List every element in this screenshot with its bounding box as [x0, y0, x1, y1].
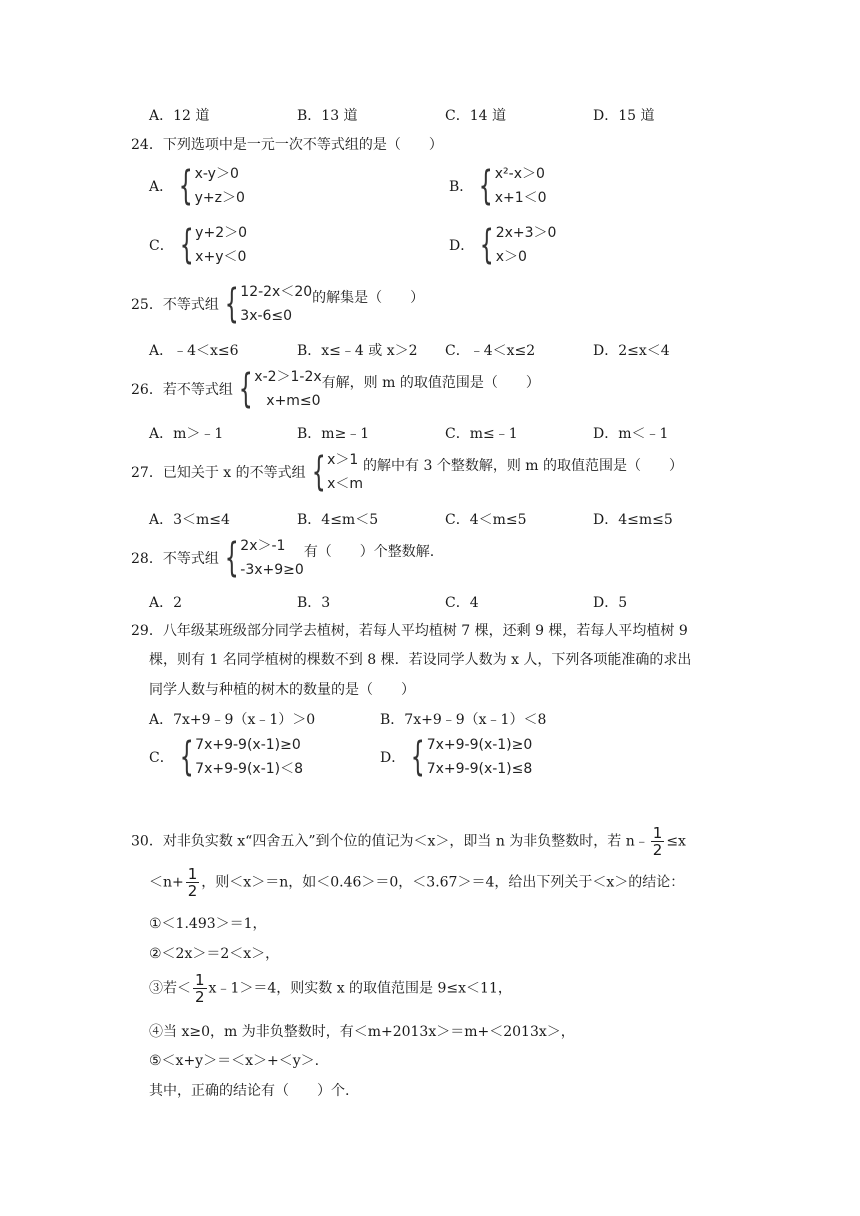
q29-option-b: B．7x+9﹣9（x﹣1）＜8: [380, 712, 547, 728]
fraction-one-half: [186, 866, 200, 899]
q24-option-d: [449, 221, 556, 269]
question-suffix: 的解中有 3 个整数解，则 m 的取值范围是（ ）: [363, 458, 683, 474]
inequality: x＞1: [327, 452, 359, 468]
fraction-denominator: 2: [187, 882, 198, 900]
q26-option-a: A．m＞﹣1: [149, 426, 224, 442]
inequality: x-y＞0: [194, 166, 239, 182]
option-label: A．: [149, 179, 174, 195]
inequality: x＞0: [495, 249, 527, 265]
q23-option-a: A．12 道: [149, 108, 210, 124]
q26-option-b: B．m≥﹣1: [297, 426, 370, 442]
inequality: 2x＞-1: [240, 538, 286, 554]
q26-stem: [131, 365, 540, 413]
q28-option-a: A．2: [149, 595, 183, 611]
q30-item-3: [149, 972, 512, 1005]
inequality-system: [240, 534, 304, 582]
q30-item-5: ⑤＜x+y＞＝＜x＞+＜y＞.: [149, 1053, 320, 1069]
q28-option-b: B．3: [297, 595, 331, 611]
q24-option-b: [449, 162, 547, 210]
q28-option-c: C．4: [445, 595, 479, 611]
left-brace: {: [311, 449, 326, 495]
q29-option-d: [380, 733, 532, 781]
q30-line-1-tail: ≤x: [666, 833, 686, 850]
inequality: x-2＞1-2x: [254, 369, 322, 385]
q30-line-2-tail: ，则＜x＞＝n，如＜0.46＞＝0，＜3.67＞＝4，给出下列关于＜x＞的结论：: [201, 874, 685, 891]
inequality: y+z＞0: [194, 190, 245, 206]
fraction-numerator: 1: [652, 824, 663, 842]
left-brace: {: [410, 734, 425, 780]
question-suffix: 有（ ）个整数解.: [303, 544, 435, 560]
q26-option-c: C．m≤﹣1: [445, 426, 518, 442]
left-brace: {: [178, 163, 193, 209]
inequality: 7x+9-9(x-1)≥0: [426, 737, 533, 753]
inequality: 3x-6≤0: [240, 308, 293, 324]
q30-line-2-head: ＜n+: [149, 874, 184, 891]
question-prefix: 27．已知关于 x 的不等式组: [131, 465, 306, 481]
q27-option-c: C．4＜m≤5: [445, 512, 527, 528]
question-prefix: 26．若不等式组: [131, 382, 233, 398]
question-suffix: 有解，则 m 的取值范围是（ ）: [321, 375, 540, 391]
question-prefix: 28．不等式组: [131, 551, 219, 567]
q25-stem: [131, 280, 424, 328]
q29-line-1: 29．八年级某班级部分同学去植树，若每人平均植树 7 棵，还剩 9 棵，若每人平均植树 9: [131, 623, 688, 639]
q29-line-3: 同学人数与种植的树木的数量的是（ ）: [149, 682, 415, 698]
q23-option-c: C．14 道: [445, 108, 506, 124]
q24-option-a: [149, 162, 245, 210]
q30-item-4: ④当 x≥0，m 为非负整数时，有＜m+2013x＞＝m+＜2013x＞，: [149, 1024, 575, 1040]
inequality: x+m≤0: [266, 393, 321, 409]
q27-stem: [131, 448, 683, 496]
inequality: x+1＜0: [494, 190, 547, 206]
q25-option-a: A．﹣4＜x≤6: [149, 343, 239, 359]
q27-option-a: A．3＜m≤4: [149, 512, 230, 528]
left-brace: {: [479, 163, 494, 209]
fraction-numerator: 1: [187, 865, 198, 883]
option-label: D．: [380, 750, 406, 766]
left-brace: {: [224, 281, 239, 327]
inequality: x＜m: [327, 476, 364, 492]
inequality: -3x+9≥0: [240, 562, 304, 578]
inequality: 7x+9-9(x-1)≥0: [195, 737, 301, 753]
q23-option-d: D．15 道: [593, 108, 655, 124]
q27-option-b: B．4≤m＜5: [297, 512, 379, 528]
inequality: x²-x＞0: [494, 166, 545, 182]
left-brace: {: [479, 222, 494, 268]
q29-line-2: 棵，则有 1 名同学植树的棵数不到 8 棵．若设同学人数为 x 人，下列各项能准确的求出: [149, 652, 692, 668]
left-brace: {: [238, 366, 253, 412]
fraction-one-half: [193, 972, 207, 1005]
q30-conclusion: 其中，正确的结论有（ ）个.: [149, 1083, 350, 1099]
q25-option-b: B．x≤﹣4 或 x＞2: [297, 343, 418, 359]
q25-option-d: D．2≤x＜4: [593, 343, 670, 359]
question-prefix: 25．不等式组: [131, 297, 219, 313]
q24-option-c: [149, 221, 247, 269]
inequality: 12-2x＜20: [240, 284, 313, 300]
q27-option-d: D．4≤m≤5: [593, 512, 673, 528]
q24-stem: 24．下列选项中是一元一次不等式组的是（ ）: [131, 137, 443, 153]
q23-option-b: B．13 道: [297, 108, 358, 124]
left-brace: {: [224, 535, 239, 581]
inequality: 7x+9-9(x-1)＜8: [195, 761, 304, 777]
q30-line-2: [149, 866, 684, 899]
left-brace: {: [179, 734, 194, 780]
inequality: 2x+3＞0: [495, 225, 557, 241]
q29-option-c: [149, 733, 303, 781]
inequality-system: [427, 733, 533, 781]
inequality: y+2＞0: [195, 225, 248, 241]
q28-stem: [131, 534, 434, 582]
fraction-one-half: [651, 825, 665, 858]
option-label: B．: [449, 179, 474, 195]
q25-option-c: C．﹣4＜x≤2: [445, 343, 536, 359]
inequality: x+y＜0: [195, 249, 247, 265]
option-label: C．: [149, 750, 174, 766]
inequality-system: [195, 221, 247, 269]
q30-item-2: ②＜2x＞＝2＜x＞，: [149, 946, 280, 962]
q30-item-3-tail: x﹣1＞＝4，则实数 x 的取值范围是 9≤x＜11，: [208, 980, 512, 997]
inequality: 7x+9-9(x-1)≤8: [426, 761, 533, 777]
q29-option-a: A．7x+9﹣9（x﹣1）＞0: [149, 712, 316, 728]
inequality-system: [254, 365, 321, 413]
q30-line-1-text: 30．对非负实数 x“四舍五入”到个位的值记为＜x＞，即当 n 为非负整数时，若 n﹣: [131, 833, 649, 850]
inequality-system: [327, 448, 363, 496]
left-brace: {: [179, 222, 194, 268]
fraction-denominator: 2: [195, 988, 205, 1006]
q30-item-3-head: ③若＜: [149, 980, 191, 997]
question-suffix: 的解集是（ ）: [312, 290, 425, 306]
option-label: D．: [449, 238, 475, 254]
q30-line-1: [131, 825, 686, 858]
inequality-system: [195, 162, 245, 210]
q30-item-1: ①＜1.493＞＝1，: [149, 916, 267, 932]
inequality-system: [496, 221, 557, 269]
inequality-system: [495, 162, 547, 210]
fraction-denominator: 2: [652, 841, 663, 859]
fraction-numerator: 1: [195, 971, 205, 989]
inequality-system: [240, 280, 312, 328]
q26-option-d: D．m＜﹣1: [593, 426, 669, 442]
option-label: C．: [149, 238, 174, 254]
inequality-system: [195, 733, 303, 781]
q28-option-d: D．5: [593, 595, 628, 611]
